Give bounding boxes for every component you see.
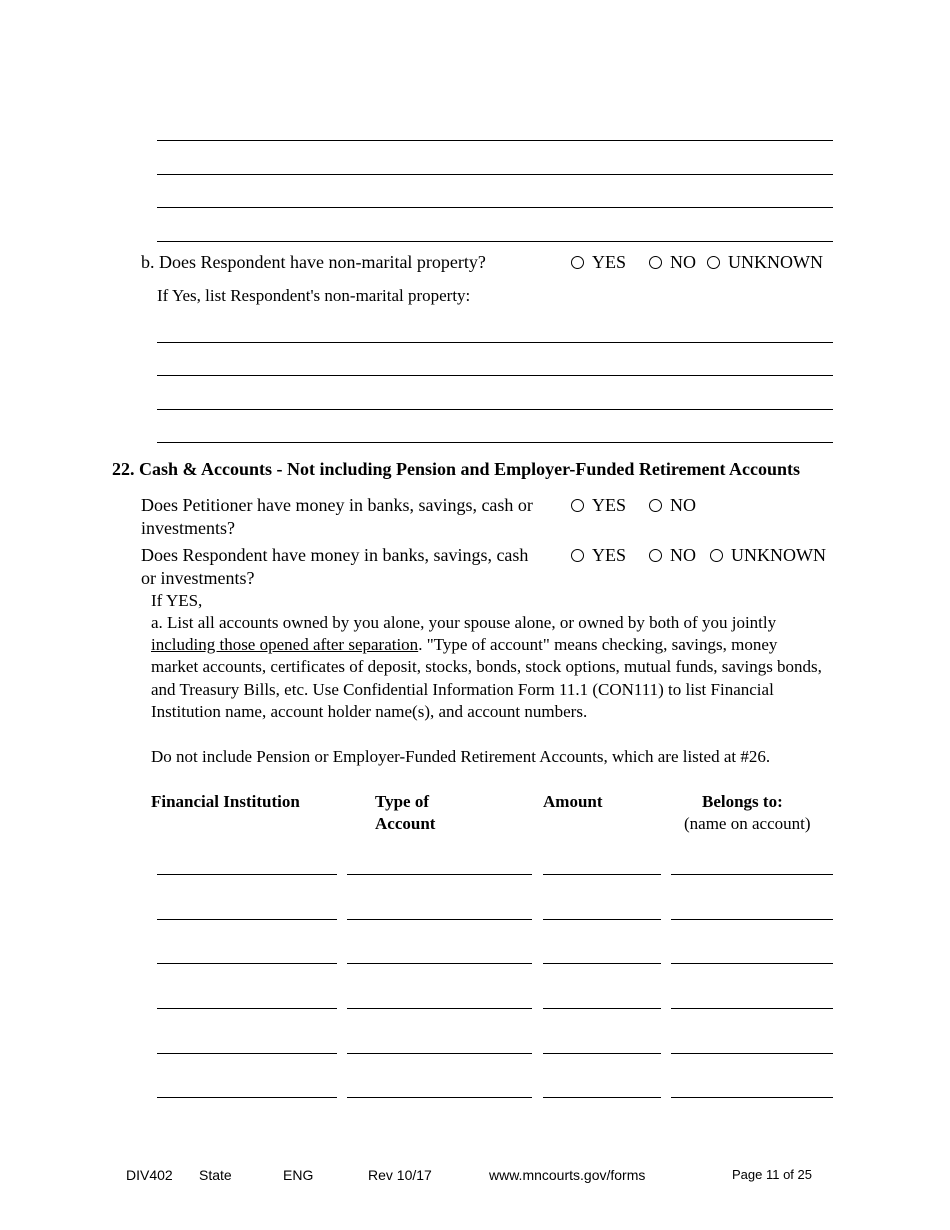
respondent-money-yes-option[interactable] bbox=[571, 544, 626, 566]
amount-field[interactable] bbox=[543, 1097, 661, 1098]
footer-form-id: DIV402 bbox=[126, 1167, 173, 1183]
answer-line[interactable] bbox=[157, 375, 833, 376]
underlined-phrase: including those opened after separation bbox=[151, 635, 419, 654]
respondent-nonmarital-yes-option[interactable] bbox=[571, 251, 626, 273]
radio-button-icon[interactable] bbox=[571, 499, 584, 512]
unknown-label: UNKNOWN bbox=[731, 545, 826, 565]
account-type-field[interactable] bbox=[347, 874, 532, 875]
radio-button-icon[interactable] bbox=[649, 256, 662, 269]
amount-field[interactable] bbox=[543, 874, 661, 875]
yes-label: YES bbox=[592, 545, 627, 565]
respondent-money-unknown-option[interactable] bbox=[710, 544, 826, 566]
footer-website: www.mncourts.gov/forms bbox=[489, 1167, 646, 1183]
institution-field[interactable] bbox=[157, 1053, 337, 1054]
footer-language: ENG bbox=[283, 1167, 314, 1183]
instructions-line-5: Institution name, account holder name(s), and account numbers. bbox=[151, 702, 588, 721]
respondent-nonmarital-list-prompt: If Yes, list Respondent's non-marital property: bbox=[157, 286, 471, 305]
account-type-field[interactable] bbox=[347, 1097, 532, 1098]
answer-line[interactable] bbox=[157, 342, 833, 343]
belongs-to-field[interactable] bbox=[671, 919, 833, 920]
answer-line[interactable] bbox=[157, 241, 833, 242]
amount-field[interactable] bbox=[543, 1008, 661, 1009]
respondent-money-question-line2: or investments? bbox=[141, 568, 255, 588]
instructions-line-3: market accounts, certificates of deposit, stocks, bonds, stock options, mutual funds, savings bonds, bbox=[151, 657, 822, 676]
respondent-nonmarital-no-option[interactable] bbox=[649, 251, 696, 273]
petitioner-money-yes-option[interactable] bbox=[571, 494, 626, 516]
institution-field[interactable] bbox=[157, 874, 337, 875]
answer-line[interactable] bbox=[157, 174, 833, 175]
answer-line[interactable] bbox=[157, 207, 833, 208]
radio-button-icon[interactable] bbox=[649, 549, 662, 562]
radio-button-icon[interactable] bbox=[707, 256, 720, 269]
radio-button-icon[interactable] bbox=[710, 549, 723, 562]
petitioner-money-question-line2: investments? bbox=[141, 518, 235, 538]
yes-label: YES bbox=[592, 252, 627, 272]
institution-field[interactable] bbox=[157, 1008, 337, 1009]
col-header-amount: Amount bbox=[543, 792, 603, 811]
belongs-to-field[interactable] bbox=[671, 1097, 833, 1098]
institution-field[interactable] bbox=[157, 963, 337, 964]
belongs-to-field[interactable] bbox=[671, 1053, 833, 1054]
respondent-money-no-option[interactable] bbox=[649, 544, 696, 566]
exclusion-note: Do not include Pension or Employer-Funded Retirement Accounts, which are listed at #26. bbox=[151, 747, 771, 766]
account-type-field[interactable] bbox=[347, 963, 532, 964]
respondent-nonmarital-unknown-option[interactable] bbox=[707, 251, 823, 273]
unknown-label: UNKNOWN bbox=[728, 252, 823, 272]
instructions-line-1: a. List all accounts owned by you alone, your spouse alone, or owned by both of you jointly bbox=[151, 613, 777, 632]
section-22-heading: 22. Cash & Accounts - Not including Pension and Employer-Funded Retirement Accounts bbox=[112, 459, 801, 479]
col-header-type-of-account-line2: Account bbox=[375, 814, 436, 833]
col-header-belongs-to-sub: (name on account) bbox=[684, 814, 811, 833]
footer-revision: Rev 10/17 bbox=[368, 1167, 432, 1183]
account-type-field[interactable] bbox=[347, 1008, 532, 1009]
if-yes-label: If YES, bbox=[151, 591, 203, 610]
radio-button-icon[interactable] bbox=[649, 499, 662, 512]
respondent-nonmarital-question: b. Does Respondent have non-marital property? bbox=[141, 252, 486, 272]
col-header-financial-institution: Financial Institution bbox=[151, 792, 300, 811]
belongs-to-field[interactable] bbox=[671, 963, 833, 964]
footer-page-number: Page 11 of 25 bbox=[732, 1167, 812, 1182]
instructions-line-2 bbox=[151, 634, 777, 656]
answer-line[interactable] bbox=[157, 140, 833, 141]
belongs-to-field[interactable] bbox=[671, 874, 833, 875]
amount-field[interactable] bbox=[543, 1053, 661, 1054]
footer-jurisdiction: State bbox=[199, 1167, 232, 1183]
no-label: NO bbox=[670, 545, 696, 565]
col-header-type-of-account-line1: Type of bbox=[375, 792, 429, 811]
answer-line[interactable] bbox=[157, 409, 833, 410]
col-header-belongs-to: Belongs to: bbox=[702, 792, 783, 811]
respondent-money-question-line1: Does Respondent have money in banks, savings, cash bbox=[141, 545, 529, 565]
instructions-line-2-rest: . "Type of account" means checking, savings, money bbox=[418, 635, 778, 654]
instructions-line-4: and Treasury Bills, etc. Use Confidential Information Form 11.1 (CON111) to list Financial bbox=[151, 680, 774, 699]
radio-button-icon[interactable] bbox=[571, 256, 584, 269]
belongs-to-field[interactable] bbox=[671, 1008, 833, 1009]
petitioner-money-no-option[interactable] bbox=[649, 494, 696, 516]
account-type-field[interactable] bbox=[347, 919, 532, 920]
petitioner-money-question-line1: Does Petitioner have money in banks, savings, cash or bbox=[141, 495, 533, 515]
answer-line[interactable] bbox=[157, 442, 833, 443]
radio-button-icon[interactable] bbox=[571, 549, 584, 562]
amount-field[interactable] bbox=[543, 919, 661, 920]
institution-field[interactable] bbox=[157, 1097, 337, 1098]
yes-label: YES bbox=[592, 495, 627, 515]
no-label: NO bbox=[670, 252, 696, 272]
institution-field[interactable] bbox=[157, 919, 337, 920]
account-type-field[interactable] bbox=[347, 1053, 532, 1054]
no-label: NO bbox=[670, 495, 696, 515]
amount-field[interactable] bbox=[543, 963, 661, 964]
